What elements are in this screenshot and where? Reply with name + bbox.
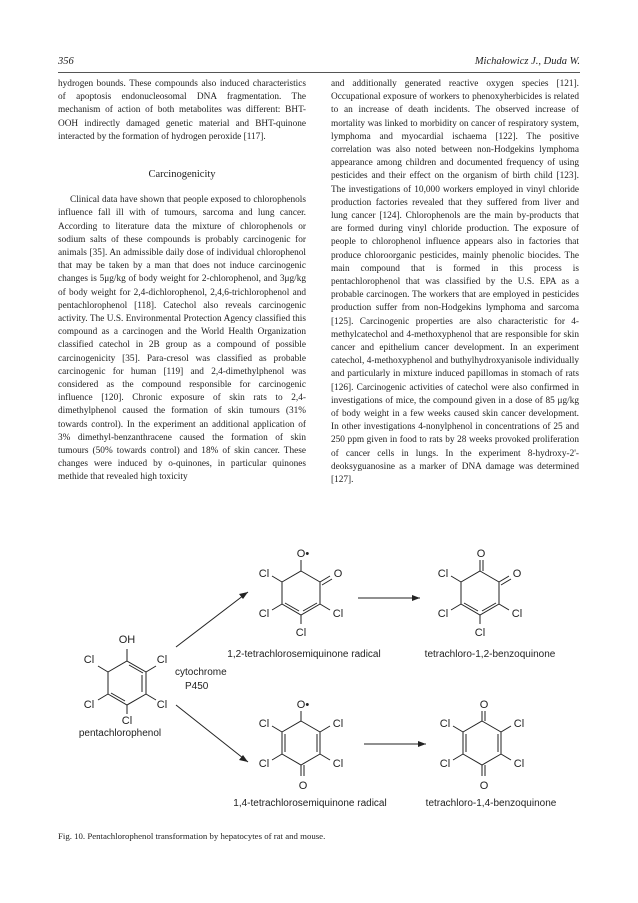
enzyme-label-line2: P450 <box>185 681 209 692</box>
pcp-cl-2: Cl <box>156 699 168 711</box>
sq12-radical-o: O• <box>296 548 310 560</box>
q12-cl-2: Cl <box>474 627 486 639</box>
sq12-cl-3: Cl <box>258 608 270 620</box>
pcp-cl-5: Cl <box>83 654 95 666</box>
q14-cl-4: Cl <box>439 718 451 730</box>
q12-cl-1: Cl <box>511 608 523 620</box>
q14-o-2: O <box>479 780 489 792</box>
sq12-cl-4: Cl <box>258 568 270 580</box>
sq14-cl-1: Cl <box>332 718 344 730</box>
arrow-to-14-semiquinone <box>176 705 248 762</box>
sq14-cl-4: Cl <box>258 718 270 730</box>
sq12-o: O <box>333 568 343 580</box>
figure-pcp-transformation <box>58 540 580 830</box>
quinone-12-structure <box>451 560 511 624</box>
figure-caption: Fig. 10. Pentachlorophenol transformation by hepatocytes of rat and mouse. <box>58 831 326 841</box>
semiquinone-14-name: 1,4-tetrachlorosemiquinone radical <box>233 798 387 809</box>
pcp-cl-3: Cl <box>121 715 133 727</box>
sq12-cl-1: Cl <box>332 608 344 620</box>
pcp-oh: OH <box>118 634 136 646</box>
pcp-cl-4: Cl <box>83 699 95 711</box>
reaction-scheme <box>58 540 580 830</box>
sq14-cl-2: Cl <box>332 758 344 770</box>
paragraph-left-2: Clinical data have shown that people exposed to chlorophenols influence fall ill with of tumours, sarcoma and lung cancer. According to literature data the mixture of chlorophenols or sodium salts of these compounds is probably carcinogenic for animals [35]. An admissible daily dose of individual chlorophenol that may be taken by a man that does not induce carcinogenic changes is 5μg/kg of body weight for 2-chlorophenol, and 3μg/kg of body weight for 2,4-dichlorophenol, 2,4,6-trichlorophenol and pentachlorophenol [118]. Catechol also reveals carcinogenic activity. The U.S. Environmental Protection Agency classified this compound as a carcinogen and the World Health Organization classified catechol in 2B group as a compound of possible carcinogenicity [35]. Para-cresol was classified as probable carcinogenic for human [119] and 2,4-dimethylphenol was considered as the compound responsible for carcinogenic influence [120]. Chronic exposure of skin rats to 2,4-dimethylphenol caused the formation of skin tumours (31% towards control). In the experiment an additional application of 3% dimethyl-benzanthracene caused the formation of skin tumours (50% towards control) and 18% of skin cancer. These changes were induced by o-quinones, in particular quinones methide that revealed high toxicity <box>58 195 306 483</box>
sq14-cl-3: Cl <box>258 758 270 770</box>
q14-cl-1: Cl <box>513 718 525 730</box>
running-header <box>58 56 580 67</box>
quinone-12-name: tetrachloro-1,2-benzoquinone <box>424 649 556 660</box>
q14-cl-3: Cl <box>439 758 451 770</box>
quinone-14-name: tetrachloro-1,4-benzoquinone <box>425 798 557 809</box>
semiquinone-12-name: 1,2-tetrachlorosemiquinone radical <box>227 649 381 660</box>
sq14-o: O <box>298 780 308 792</box>
page-number: 356 <box>58 56 74 67</box>
pcp-name: pentachlorophenol <box>78 728 162 739</box>
q14-cl-2: Cl <box>513 758 525 770</box>
quinone-14-structure <box>453 711 511 776</box>
left-column <box>58 78 306 485</box>
right-column <box>331 78 579 487</box>
pentachlorophenol-structure <box>98 649 156 714</box>
arrow-to-12-semiquinone <box>176 592 248 647</box>
q12-o-1: O <box>476 548 486 560</box>
header-rule <box>58 72 580 73</box>
q12-o-2: O <box>512 568 522 580</box>
running-authors: Michałowicz J., Duda W. <box>474 56 580 67</box>
paragraph-left-1: hydrogen bounds. These compounds also induced characteristics of apoptosis endonucleosomal DNA fragmentation. The mechanism of action of both metabolites was different: BHT-OOH indirectly damaged genetic material and BHT-quinone interacted by the formation of hydrogen peroxide [117]. <box>58 79 306 142</box>
q12-cl-3: Cl <box>437 608 449 620</box>
sq14-radical-o: O• <box>296 699 310 711</box>
section-heading-carcinogenicity: Carcinogenicity <box>148 169 216 181</box>
semiquinone-14-structure <box>272 711 330 776</box>
enzyme-label-line1: cytochrome <box>175 667 227 678</box>
sq12-cl-2: Cl <box>295 627 307 639</box>
paragraph-right-1: and additionally generated reactive oxygen species [121]. Occupational exposure of workers to phenoxyherbicides is related to an increase of death incidents. The observed increase of mortality was linked to morbidity on cancer of respiratory system, lymphoma and myocardial ischaema [122]. The positive correlation was also noted between non-Hodgekins lymphoma appearance among children and documented frequency of using pesticides and their effect on the organism of birth child [123]. The investigations of 10,000 workers employed in vinyl chloride production factories revealed that they suffered from liver and lung cancer [124]. Chlorophenols are the main by-products that are formed during vinyl chloride production. The exposure of people to chlorophenol influence appears also in factories that produce chloroorganic pesticides, mainly phenolic biocides. The main compound that is formed in this process is pentachlorophenol that was classified by the U.S. EPA as a probable carcinogen. The workers that are employed in pesticides production suffer from non-Hodgekins lymphoma and sarcoma [125]. Carcinogenic properties are also characteristic for 4-methylcatechol and 4-methoxyphenol that are responsible for skin cancer and epithelium cancer development. In an experiment catechol, 4-methoxyphenol and buthylhydroxyanisole individually and particularly in mixture induced papillomas in stomach of rats [126]. Carcinogenic activities of catechol were also confirmed in investigations of mice, the compound given in a dose of 85 μg/kg of body weight in a few weeks caused skin cancer development. In other investigations 4-nonylphenol in concentrations of 25 and 250 ppm given in food to rats by 28 weeks provoked proliferation of cancer cells in lungs. In the experiment 8-hydroxy-2'-deoksyguanosine as a marker of DNA damage was determined [127]. <box>331 79 579 486</box>
q12-cl-4: Cl <box>437 568 449 580</box>
q14-o-1: O <box>479 699 489 711</box>
pcp-cl-1: Cl <box>156 654 168 666</box>
semiquinone-12-structure <box>272 560 332 624</box>
